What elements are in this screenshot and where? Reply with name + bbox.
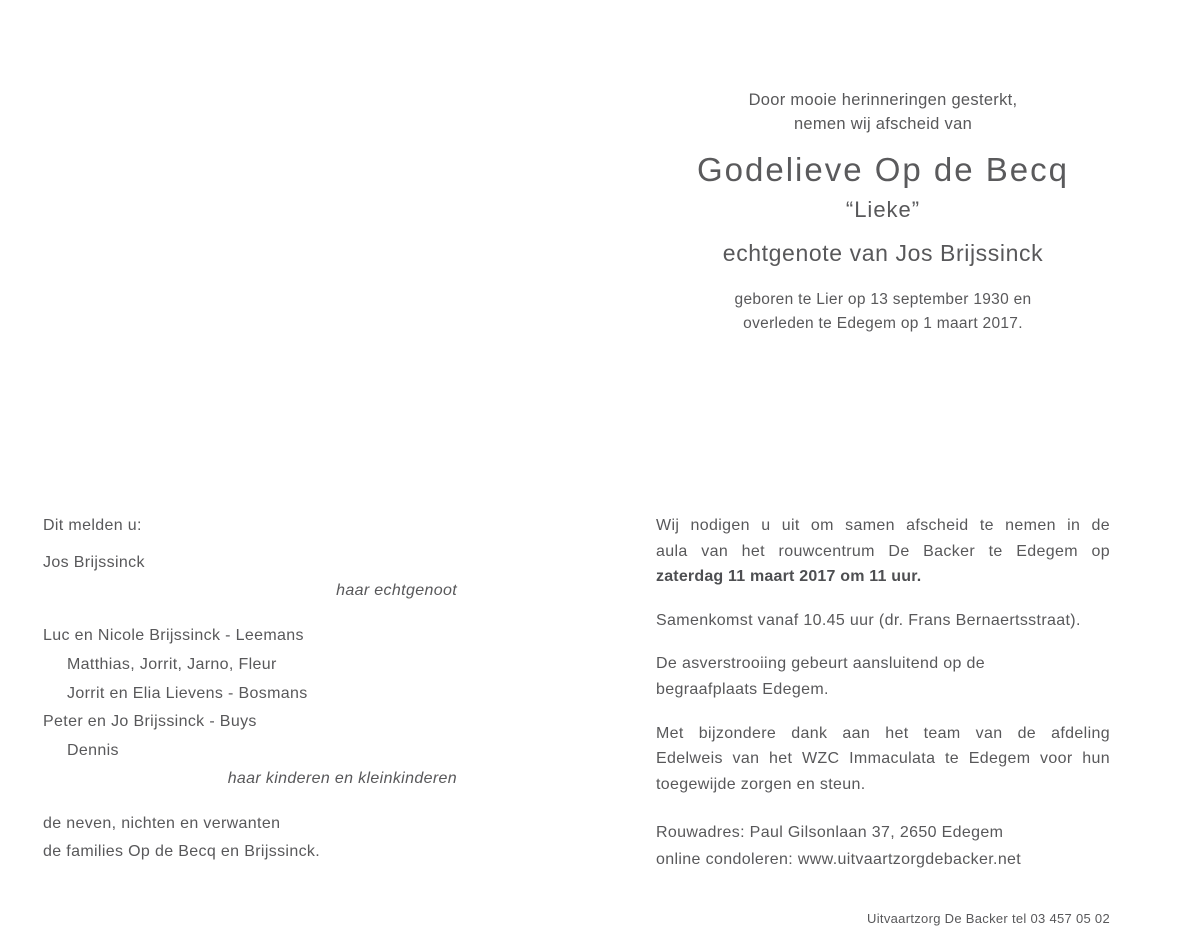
deceased-name: Godelieve Op de Becq bbox=[696, 151, 1070, 188]
thanks-line-2: Edelweis van het WZC Immaculata te Edegem voor hun bbox=[656, 750, 1110, 768]
condolence-website: online condoleren: www.uitvaartzorgdebacker.net bbox=[656, 851, 1022, 869]
thanks-line-1: Met bijzondere dank aan het team van de afdeling bbox=[656, 724, 1110, 742]
thanks-paragraph bbox=[656, 721, 1110, 798]
family-line: Matthias, Jorrit, Jarno, Fleur bbox=[67, 655, 277, 673]
deceased-nickname: “Lieke” bbox=[845, 197, 921, 222]
relatives-lines bbox=[43, 810, 457, 866]
intro-line-2: nemen wij afscheid van bbox=[793, 115, 973, 133]
family-list bbox=[43, 622, 457, 766]
scattering-line-2: begraafplaats Edegem. bbox=[656, 680, 829, 698]
relatives-line-2: de families Op de Becq en Brijssinck. bbox=[43, 842, 321, 860]
scattering-line-1: De asverstrooiing gebeurt aansluitend op de bbox=[656, 655, 986, 673]
birth-line: geboren te Lier op 13 september 1930 en bbox=[734, 291, 1032, 308]
ash-scattering-info bbox=[656, 651, 1110, 702]
family-line: Peter en Jo Brijssinck - Buys bbox=[43, 713, 257, 731]
spouse-relation: echtgenote van Jos Brijssinck bbox=[722, 240, 1044, 266]
deceased-header bbox=[656, 88, 1110, 336]
thanks-line-3: toegewijde zorgen en steun. bbox=[656, 775, 866, 793]
gathering-info: Samenkomst vanaf 10.45 uur (dr. Frans Bernaertsstraat). bbox=[656, 611, 1081, 629]
intro-line-1: Door mooie herinneringen gesterkt, bbox=[748, 91, 1018, 109]
contact-block bbox=[656, 819, 1110, 873]
family-line: Dennis bbox=[67, 742, 119, 760]
ceremony-datetime: zaterdag 11 maart 2017 om 11 uur. bbox=[656, 568, 922, 586]
life-dates bbox=[656, 288, 1110, 336]
mourning-address: Rouwadres: Paul Gilsonlaan 37, 2650 Edegem bbox=[656, 824, 1004, 842]
spouse-name: Jos Brijssinck bbox=[43, 554, 145, 571]
invitation-line-2: aula van het rouwcentrum De Backer te Edegem op bbox=[656, 542, 1110, 560]
family-line: Jorrit en Elia Lievens - Bosmans bbox=[67, 684, 308, 702]
relatives-line-1: de neven, nichten en verwanten bbox=[43, 814, 281, 832]
family-role-label: haar kinderen en kleinkinderen bbox=[227, 769, 457, 787]
announcement-intro: Dit melden u: bbox=[43, 517, 142, 534]
death-line: overleden te Edegem op 1 maart 2017. bbox=[743, 315, 1023, 332]
spouse-role-label: haar echtgenoot bbox=[336, 582, 457, 599]
invitation-line-1: Wij nodigen u uit om samen afscheid te nemen in de bbox=[656, 517, 1110, 534]
ceremony-details bbox=[656, 513, 1110, 873]
invitation-paragraph bbox=[656, 513, 1110, 590]
funeral-home-footer: Uitvaartzorg De Backer tel 03 457 05 02 bbox=[867, 911, 1110, 926]
family-announcement bbox=[43, 513, 457, 866]
opening-phrase bbox=[656, 88, 1110, 136]
family-line: Luc en Nicole Brijssinck - Leemans bbox=[43, 627, 304, 644]
